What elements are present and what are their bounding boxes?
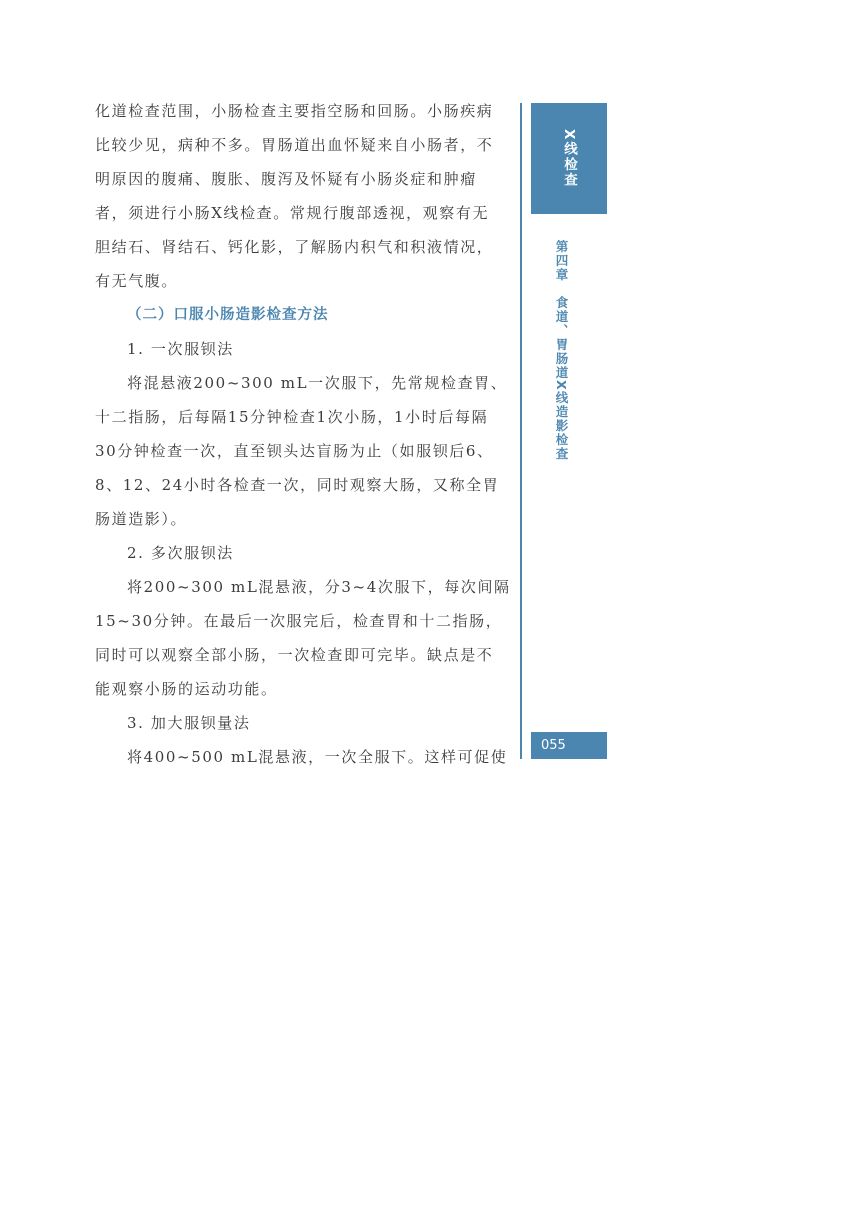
body-line: 有无气腹。 [95,272,179,290]
paragraph-line: 肠道造影）。 [95,510,188,528]
paragraph-line: 将混悬液200~300 mL一次服下，先常规检查胃、 [127,374,508,392]
chapter-title: 第四章 食道、胃肠道X线造影检查 [554,240,569,462]
paragraph-line: 十二指肠，后每隔15分钟检查1次小肠，1小时后每隔 [95,408,489,426]
method-title: 1. 一次服钡法 [127,340,234,358]
section-heading: （二）口服小肠造影检查方法 [127,307,329,323]
paragraph-line: 将200~300 mL混悬液，分3~4次服下，每次间隔 [127,578,511,596]
paragraph-line: 同时可以观察全部小肠，一次检查即可完毕。缺点是不 [95,646,494,664]
section-tab [531,103,607,214]
paragraph-line: 30分钟检查一次，直至钡头达盲肠为止（如服钡后6、 [95,442,494,460]
body-line: 明原因的腹痛、腹胀、腹泻及怀疑有小肠炎症和肿瘤 [95,170,477,188]
page-number: 055 [531,732,607,759]
body-line: 化道检查范围，小肠检查主要指空肠和回肠。小肠疾病 [95,102,494,120]
method-title: 3. 加大服钡量法 [127,714,251,732]
body-line: 比较少见，病种不多。胃肠道出血怀疑来自小肠者，不 [95,136,494,154]
sidebar-divider [520,103,522,759]
paragraph-line: 将400~500 mL混悬液，一次全服下。这样可促使 [127,748,508,766]
section-tab-label: X线检查 [561,129,577,188]
page-body [95,94,511,774]
paragraph-line: 15~30分钟。在最后一次服完后，检查胃和十二指肠， [95,612,503,630]
body-line: 者，须进行小肠X线检查。常规行腹部透视，观察有无 [95,204,490,222]
body-line: 胆结石、肾结石、钙化影，了解肠内积气和积液情况， [95,238,494,256]
paragraph-line: 8、12、24小时各检查一次，同时观察大肠，又称全胃 [95,476,500,494]
paragraph-line: 能观察小肠的运动功能。 [95,680,278,698]
method-title: 2. 多次服钡法 [127,544,234,562]
